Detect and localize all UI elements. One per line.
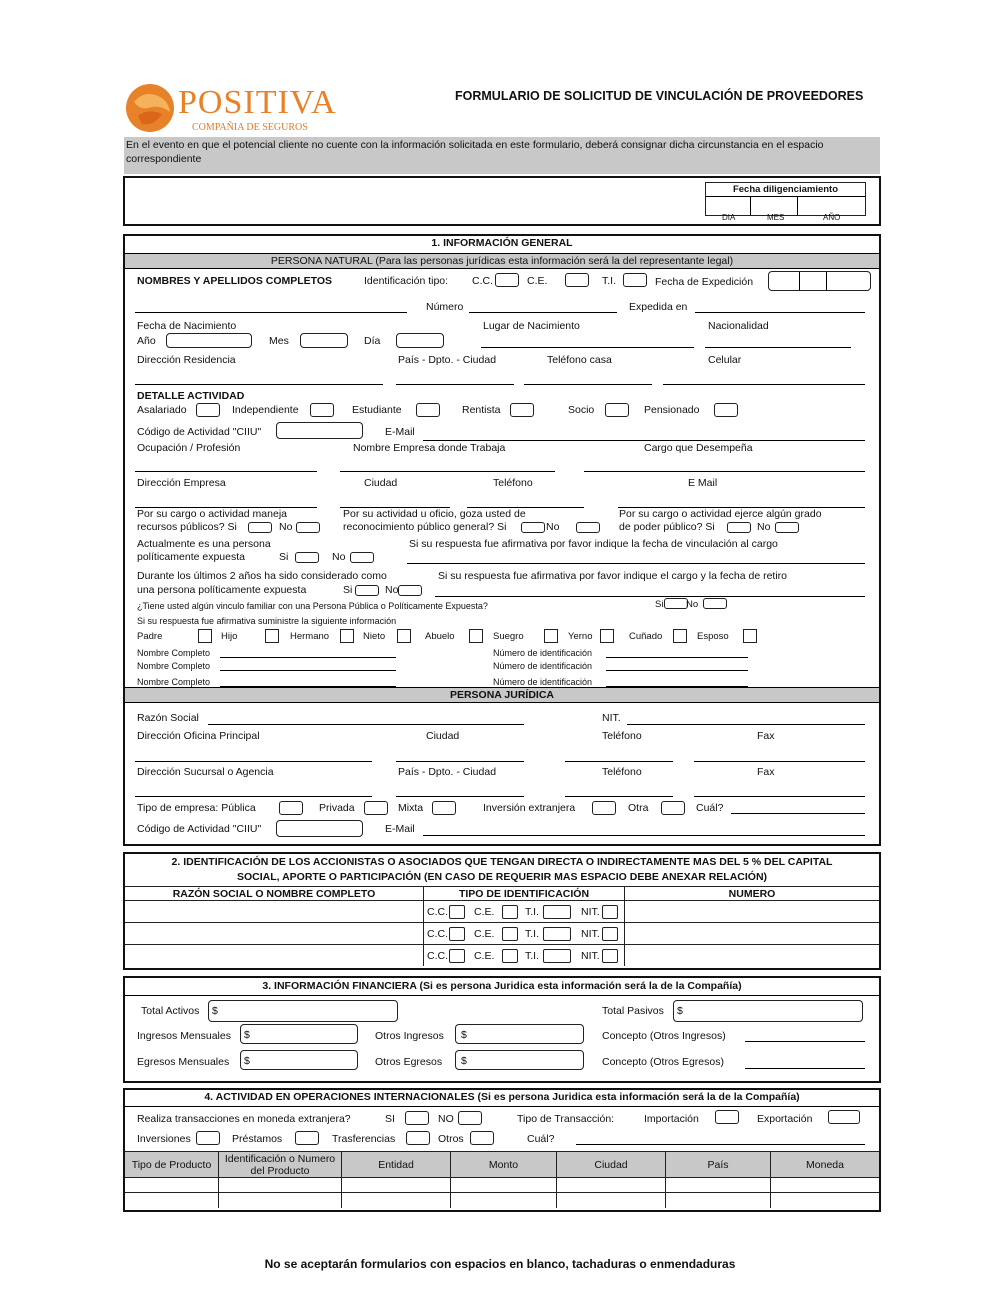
padre-checkbox[interactable]	[198, 629, 212, 643]
poder-no-label: No	[757, 521, 771, 533]
email-label: E-Mail	[385, 426, 415, 438]
nombre-empresa-input[interactable]	[340, 471, 555, 472]
col-identificacion-producto: Identificación o Numero del Producto	[219, 1152, 342, 1178]
pais-cell[interactable]	[666, 1193, 771, 1208]
logo-name: POSITIVA	[178, 84, 337, 121]
col-tipo-identificacion: TIPO DE IDENTIFICACIÓN	[424, 887, 625, 901]
ti-label: T.I.	[525, 950, 540, 962]
accionista-numero-2[interactable]	[625, 923, 880, 945]
footer-note: No se aceptarán formularios con espacios en blanco, tachaduras o enmendaduras	[264, 1257, 736, 1271]
pep2-si-label: Si	[343, 584, 353, 596]
vinculo-si-label: Si	[655, 599, 664, 610]
fecha-nacimiento-label: Fecha de Nacimiento	[137, 320, 237, 332]
egresos-mensuales-input[interactable]	[240, 1050, 358, 1070]
table-row	[125, 1193, 879, 1208]
codigo-ciiu-input[interactable]	[276, 422, 363, 439]
otros-ingresos-input[interactable]	[455, 1024, 584, 1044]
pep2-si-checkbox[interactable]	[355, 585, 379, 596]
fecha-diligenciamiento	[705, 182, 866, 216]
col-numero: NUMERO	[625, 887, 880, 901]
table-row	[125, 1178, 879, 1193]
importacion-checkbox[interactable]	[715, 1110, 739, 1124]
oficina-telefono-label: Teléfono	[602, 730, 642, 742]
vinculo-si-checkbox[interactable]	[664, 598, 688, 609]
poder-no-checkbox[interactable]	[775, 522, 799, 533]
familiar-nombre-label-1: Nombre Completo	[137, 648, 211, 658]
table-row	[125, 923, 879, 945]
ti-checkbox-3[interactable]	[543, 949, 571, 963]
fecha-expedicion-label: Fecha de Expedición	[655, 276, 754, 288]
asalariado-checkbox[interactable]	[196, 403, 220, 417]
socio-checkbox[interactable]	[605, 403, 629, 417]
reconocimiento-label: Por su actividad u oficio, goza usted de	[343, 508, 526, 520]
cunado-label: Cuñado	[629, 631, 663, 642]
familiar-nombre-label-2: Nombre Completo	[137, 661, 211, 671]
oficina-telefono-input[interactable]	[565, 761, 673, 762]
familiar-id-label-1: Número de identificación	[493, 648, 593, 658]
recursos-publicos-si-label: recursos públicos? Si	[137, 521, 237, 533]
egresos-mensuales-label: Egresos Mensuales	[137, 1056, 230, 1068]
pep2-retiro-input[interactable]	[435, 596, 865, 597]
familiar-id-input-2[interactable]	[606, 670, 748, 671]
recursos-no-checkbox[interactable]	[296, 522, 320, 533]
abuelo-label: Abuelo	[425, 631, 455, 642]
pais-cell[interactable]	[666, 1178, 771, 1193]
familiar-nombre-label-3: Nombre Completo	[137, 677, 211, 687]
transacciones-si-checkbox[interactable]	[405, 1111, 429, 1125]
reconocimiento-no-checkbox[interactable]	[576, 522, 600, 533]
inversion-extranjera-checkbox[interactable]	[592, 801, 616, 815]
concepto-egresos-input[interactable]	[745, 1068, 865, 1069]
pep2-retiro-label: Si su respuesta fue afirmativa por favor indique el cargo y la fecha de retiro	[438, 570, 788, 582]
mes-label: Mes	[269, 335, 289, 347]
concepto-egresos-label: Concepto (Otros Egresos)	[602, 1056, 724, 1068]
recursos-si-checkbox[interactable]	[248, 522, 272, 533]
accionista-numero-1[interactable]	[625, 901, 880, 923]
sucursal-telefono-label: Teléfono	[602, 766, 642, 778]
currency-symbol: $	[677, 1005, 683, 1017]
entidad-cell[interactable]	[342, 1193, 451, 1208]
oficina-fax-input[interactable]	[694, 761, 865, 762]
cual-transaccion-label: Cuál?	[527, 1133, 555, 1145]
accionista-nombre-3[interactable]	[125, 945, 424, 967]
pais-dpto-ciudad-label: País - Dpto. - Ciudad	[398, 354, 497, 366]
inversiones-label: Inversiones	[137, 1133, 191, 1145]
poder-publico-label: Por su cargo o actividad ejerce algún grado	[619, 508, 822, 520]
otra-checkbox[interactable]	[661, 801, 685, 815]
nieto-checkbox[interactable]	[397, 629, 411, 643]
poder-si-checkbox[interactable]	[727, 522, 751, 533]
pep-no-label: No	[332, 551, 346, 563]
pensionado-label: Pensionado	[644, 404, 700, 416]
direccion-residencia-label: Dirección Residencia	[137, 354, 236, 366]
persona-natural-title: PERSONA NATURAL (Para las personas jurídicas esta información será la del representante legal)	[270, 255, 734, 267]
ce-label: C.E.	[474, 950, 495, 962]
dia-label: Día	[364, 335, 381, 347]
currency-symbol: $	[461, 1029, 467, 1041]
familiar-id-label-3: Número de identificación	[493, 677, 593, 687]
pep-fecha-input[interactable]	[407, 563, 865, 564]
celular-label: Celular	[708, 354, 742, 366]
inversiones-checkbox[interactable]	[196, 1131, 220, 1145]
col-pais: País	[666, 1152, 771, 1178]
ano-label: Año	[137, 335, 156, 347]
total-activos-label: Total Activos	[141, 1005, 200, 1017]
estudiante-checkbox[interactable]	[416, 403, 440, 417]
reconocimiento-si-label: reconocimiento público general? Si	[343, 521, 507, 533]
nacimiento-ano-input[interactable]	[166, 333, 252, 348]
otros-ingresos-label: Otros Ingresos	[375, 1030, 444, 1042]
currency-symbol: $	[244, 1055, 250, 1067]
transacciones-no-checkbox[interactable]	[458, 1111, 482, 1125]
email-input[interactable]	[423, 440, 865, 441]
direccion-sucursal-input[interactable]	[135, 796, 372, 797]
cc-checkbox-2[interactable]	[449, 927, 465, 941]
monto-cell[interactable]	[451, 1178, 557, 1193]
col-ciudad: Ciudad	[557, 1152, 666, 1178]
otra-label: Otra	[628, 802, 649, 814]
fecha-ano-label: AÑO	[823, 213, 841, 222]
recursos-publicos-label: Por su cargo o actividad maneja	[137, 508, 287, 520]
otros-checkbox[interactable]	[470, 1131, 494, 1145]
ce-checkbox-2[interactable]	[502, 927, 518, 941]
hermano-label: Hermano	[290, 631, 330, 642]
poder-publico-si-label: de poder público? Si	[619, 521, 715, 533]
fecha-label: Fecha diligenciamiento	[732, 184, 839, 195]
cunado-checkbox[interactable]	[673, 629, 687, 643]
pep-fecha-label: Si su respuesta fue afirmativa por favor indique la fecha de vinculación al cargo	[409, 538, 778, 550]
nit-label: NIT.	[581, 906, 600, 918]
direccion-empresa-label: Dirección Empresa	[137, 477, 226, 489]
numero-input[interactable]	[469, 312, 617, 313]
trasferencias-label: Trasferencias	[332, 1133, 396, 1145]
ce-label: C.E.	[527, 275, 548, 287]
moneda-cell[interactable]	[771, 1193, 880, 1208]
ti-checkbox-1[interactable]	[543, 905, 571, 919]
pep-label: Actualmente es una persona	[137, 538, 271, 550]
tipo-producto-cell[interactable]	[125, 1178, 219, 1193]
expedida-en-label: Expedida en	[629, 301, 688, 313]
transacciones-si-label: SI	[385, 1113, 395, 1125]
total-activos-input[interactable]	[208, 1000, 398, 1022]
ciudad-cell[interactable]	[557, 1193, 666, 1208]
familiar-id-input-1[interactable]	[606, 657, 748, 658]
form-title: FORMULARIO DE SOLICITUD DE VINCULACIÓN DE PROVEEDORES	[455, 89, 864, 103]
familiar-id-label-2: Número de identificación	[493, 661, 593, 671]
ti-checkbox[interactable]	[623, 273, 647, 287]
nacimiento-dia-input[interactable]	[396, 333, 444, 348]
mixta-checkbox[interactable]	[432, 801, 456, 815]
fecha-dia-label: DIA	[722, 213, 736, 222]
cc-label: C.C.	[427, 906, 448, 918]
fecha-expedicion-input[interactable]	[768, 271, 871, 291]
importacion-label: Importación	[644, 1113, 699, 1125]
independiente-label: Independiente	[232, 404, 299, 416]
hijo-checkbox[interactable]	[265, 629, 279, 643]
nit-checkbox-1[interactable]	[602, 905, 618, 919]
reconocimiento-si-checkbox[interactable]	[521, 522, 545, 533]
accionistas-table	[125, 886, 879, 966]
col-razon-social: RAZÓN SOCIAL O NOMBRE COMPLETO	[125, 887, 424, 901]
abuelo-checkbox[interactable]	[469, 629, 483, 643]
fecha-mes-label: MES	[767, 213, 785, 222]
rentista-checkbox[interactable]	[510, 403, 534, 417]
razon-social-label: Razón Social	[137, 712, 199, 724]
tipo-transaccion-label: Tipo de Transacción:	[517, 1113, 615, 1125]
nit-label: NIT.	[602, 712, 621, 724]
total-pasivos-label: Total Pasivos	[602, 1005, 664, 1017]
monto-cell[interactable]	[451, 1193, 557, 1208]
cual-transaccion-input[interactable]	[576, 1144, 865, 1145]
nit-label: NIT.	[581, 950, 600, 962]
cargo-label: Cargo que Desempeña	[644, 442, 753, 454]
direccion-residencia-input[interactable]	[135, 384, 383, 385]
trasferencias-checkbox[interactable]	[406, 1131, 430, 1145]
pep2-no-label: No	[385, 584, 399, 596]
col-tipo-producto: Tipo de Producto	[125, 1152, 219, 1178]
sucursal-fax-label: Fax	[757, 766, 775, 778]
rentista-label: Rentista	[462, 404, 501, 416]
pep-si-label: Si	[279, 551, 289, 563]
asalariado-label: Asalariado	[137, 404, 187, 416]
nombres-input[interactable]	[135, 312, 407, 313]
lugar-nacimiento-label: Lugar de Nacimiento	[483, 320, 580, 332]
section-4-title: 4. ACTIVIDAD EN OPERACIONES INTERNACIONALES (Si es persona Juridica esta información será la de la Compañía)	[204, 1091, 800, 1103]
vinculo-familiar-label: ¿Tiene usted algún vinculo familiar con una Persona Pública o Políticamente Expuesta?	[137, 601, 488, 611]
nacionalidad-label: Nacionalidad	[708, 320, 769, 332]
mixta-label: Mixta	[398, 802, 424, 814]
hijo-label: Hijo	[221, 631, 238, 642]
detalle-actividad-label: DETALLE ACTIVIDAD	[137, 390, 245, 402]
ciudad-label: Ciudad	[364, 477, 398, 489]
pep2-label: Durante los últimos 2 años ha sido considerado como	[137, 570, 387, 582]
telefono-label: Teléfono	[493, 477, 533, 489]
cc-label: C.C.	[427, 950, 448, 962]
sucursal-fax-input[interactable]	[694, 796, 865, 797]
yerno-label: Yerno	[568, 631, 593, 642]
total-pasivos-input[interactable]	[673, 1000, 863, 1022]
oficina-ciudad-label: Ciudad	[426, 730, 460, 742]
hermano-checkbox[interactable]	[340, 629, 354, 643]
ti-label: T.I.	[525, 906, 540, 918]
realiza-transacciones-label: Realiza transacciones en moneda extranjera?	[137, 1113, 351, 1125]
nit-checkbox-2[interactable]	[602, 927, 618, 941]
tipo-producto-cell[interactable]	[125, 1193, 219, 1208]
ti-checkbox-2[interactable]	[543, 927, 571, 941]
ti-label: T.I.	[525, 928, 540, 940]
pais-dpto-ciudad-input[interactable]	[396, 384, 514, 385]
nacionalidad-input[interactable]	[705, 347, 851, 348]
padre-label: Padre	[137, 631, 163, 642]
col-entidad: Entidad	[342, 1152, 451, 1178]
ce-label: C.E.	[474, 928, 495, 940]
reconocimiento-no-label: No	[546, 521, 560, 533]
publica-checkbox[interactable]	[279, 801, 303, 815]
otros-egresos-input[interactable]	[455, 1050, 584, 1070]
pep2-no-checkbox[interactable]	[398, 585, 422, 596]
yerno-checkbox[interactable]	[600, 629, 614, 643]
tipo-empresa-label: Tipo de empresa: Pública	[137, 802, 256, 814]
nombre-empresa-label: Nombre Empresa donde Trabaja	[353, 442, 506, 454]
otros-label: Otros	[438, 1133, 464, 1145]
privada-label: Privada	[319, 802, 355, 814]
nieto-label: Nieto	[363, 631, 386, 642]
nacimiento-mes-input[interactable]	[300, 333, 348, 348]
persona-juridica-title: PERSONA JURÍDICA	[449, 689, 555, 701]
entidad-cell[interactable]	[342, 1178, 451, 1193]
socio-label: Socio	[568, 404, 595, 416]
ciudad-cell[interactable]	[557, 1178, 666, 1193]
oficina-fax-label: Fax	[757, 730, 775, 742]
celular-input[interactable]	[663, 384, 865, 385]
direccion-oficina-label: Dirección Oficina Principal	[137, 730, 260, 742]
cual-label: Cuál?	[696, 802, 724, 814]
ti-label: T.I.	[602, 275, 617, 287]
inversion-extranjera-label: Inversión extranjera	[483, 802, 576, 814]
cargo-input[interactable]	[584, 471, 865, 472]
suministre-label: Si su respuesta fue afirmativa suministre la siguiente información	[137, 616, 397, 626]
table-row	[125, 901, 879, 923]
cc-label: C.C.	[472, 275, 493, 287]
table-row	[125, 945, 879, 967]
suegro-label: Suegro	[493, 631, 524, 642]
col-monto: Monto	[451, 1152, 557, 1178]
section-1-title: 1. INFORMACIÓN GENERAL	[431, 237, 573, 249]
prestamos-checkbox[interactable]	[295, 1131, 319, 1145]
cc-label: C.C.	[427, 928, 448, 940]
direccion-oficina-input[interactable]	[135, 761, 372, 762]
logo-sun-icon	[124, 82, 180, 134]
recursos-no-label: No	[279, 521, 293, 533]
esposo-checkbox[interactable]	[743, 629, 757, 643]
juridica-email-input[interactable]	[423, 835, 865, 836]
expedida-en-input[interactable]	[695, 312, 865, 313]
oficina-ciudad-input[interactable]	[396, 761, 524, 762]
concepto-ingresos-label: Concepto (Otros Ingresos)	[602, 1030, 726, 1042]
vinculo-no-label: No	[686, 599, 699, 610]
cual-input[interactable]	[731, 813, 865, 814]
estudiante-label: Estudiante	[352, 404, 402, 416]
vinculo-no-checkbox[interactable]	[703, 598, 727, 609]
productos-table	[125, 1151, 879, 1208]
ce-checkbox-1[interactable]	[502, 905, 518, 919]
currency-symbol: $	[461, 1055, 467, 1067]
cc-checkbox-3[interactable]	[449, 949, 465, 963]
pep-si-checkbox[interactable]	[295, 552, 319, 563]
section-3-title: 3. INFORMACIÓN FINANCIERA (Si es persona Juridica esta información será la de la Compañía)	[262, 980, 742, 992]
direccion-sucursal-label: Dirección Sucursal o Agencia	[137, 766, 274, 778]
section-2-title-line-2: SOCIAL, APORTE O PARTICIPACIÓN (EN CASO DE REQUERIR MAS ESPACIO DEBE ANEXAR RELACIÓN)	[236, 871, 768, 883]
exportacion-label: Exportación	[757, 1113, 813, 1125]
suegro-checkbox[interactable]	[544, 629, 558, 643]
ce-label: C.E.	[474, 906, 495, 918]
otros-egresos-label: Otros Egresos	[375, 1056, 443, 1068]
ocupacion-input[interactable]	[135, 471, 317, 472]
accionista-nombre-1[interactable]	[125, 901, 424, 923]
moneda-cell[interactable]	[771, 1178, 880, 1193]
sucursal-pais-input[interactable]	[396, 796, 524, 797]
section-2-title-line-1: 2. IDENTIFICACIÓN DE LOS ACCIONISTAS O ASOCIADOS QUE TENGAN DIRECTA O INDIRECTAMENTE MAS DEL 5 % DEL CAPITAL	[171, 856, 833, 868]
identificacion-cell[interactable]	[219, 1178, 342, 1193]
juridica-email-label: E-Mail	[385, 823, 415, 835]
prestamos-label: Préstamos	[232, 1133, 283, 1145]
codigo-ciiu-label: Código de Actividad "CIIU"	[137, 426, 262, 438]
nombres-label: NOMBRES Y APELLIDOS COMPLETOS	[137, 275, 333, 287]
e-mail-label: E Mail	[688, 477, 718, 489]
lugar-nacimiento-input[interactable]	[481, 347, 694, 348]
company-logo	[124, 82, 337, 134]
ce-checkbox[interactable]	[565, 273, 589, 287]
numero-label: Número	[426, 301, 464, 313]
accionista-numero-3[interactable]	[625, 945, 880, 967]
currency-symbol: $	[212, 1005, 218, 1017]
ocupacion-label: Ocupación / Profesión	[137, 442, 241, 454]
ingresos-mensuales-label: Ingresos Mensuales	[137, 1030, 231, 1042]
familiar-nombre-input-1[interactable]	[220, 657, 396, 658]
sucursal-pais-label: País - Dpto. - Ciudad	[398, 766, 497, 778]
nit-checkbox-3[interactable]	[602, 949, 618, 963]
nit-input[interactable]	[627, 724, 865, 725]
transacciones-no-label: NO	[438, 1113, 454, 1125]
accionista-nombre-2[interactable]	[125, 923, 424, 945]
cc-checkbox-1[interactable]	[449, 905, 465, 919]
juridica-ciiu-input[interactable]	[276, 820, 363, 837]
sucursal-telefono-input[interactable]	[565, 796, 673, 797]
pensionado-checkbox[interactable]	[714, 403, 738, 417]
concepto-ingresos-input[interactable]	[745, 1041, 865, 1042]
pep-label-2: políticamente expuesta	[137, 551, 245, 563]
identificacion-tipo-label: Identificación tipo:	[364, 275, 449, 287]
identificacion-cell[interactable]	[219, 1193, 342, 1208]
pep2-label-2: una persona políticamente expuesta	[137, 584, 307, 596]
esposo-label: Esposo	[697, 631, 729, 642]
razon-social-input[interactable]	[208, 724, 524, 725]
notice-text: En el evento en que el potencial cliente no cuente con la información solicitada en este formulario, deberá consignar dicha circunstancia en el espacio correspondiente	[126, 139, 824, 165]
cc-checkbox[interactable]	[495, 273, 519, 287]
telefono-casa-input[interactable]	[524, 384, 652, 385]
familiar-nombre-input-2[interactable]	[220, 670, 396, 671]
exportacion-checkbox[interactable]	[828, 1110, 860, 1124]
privada-checkbox[interactable]	[364, 801, 388, 815]
currency-symbol: $	[244, 1029, 250, 1041]
nit-label: NIT.	[581, 928, 600, 940]
independiente-checkbox[interactable]	[310, 403, 334, 417]
telefono-casa-label: Teléfono casa	[547, 354, 612, 366]
col-moneda: Moneda	[771, 1152, 880, 1178]
ce-checkbox-3[interactable]	[502, 949, 518, 963]
pep-no-checkbox[interactable]	[350, 552, 374, 563]
logo-subtitle: COMPAÑIA DE SEGUROS	[192, 122, 308, 133]
juridica-ciiu-label: Código de Actividad "CIIU"	[137, 823, 262, 835]
ingresos-mensuales-input[interactable]	[240, 1024, 358, 1044]
